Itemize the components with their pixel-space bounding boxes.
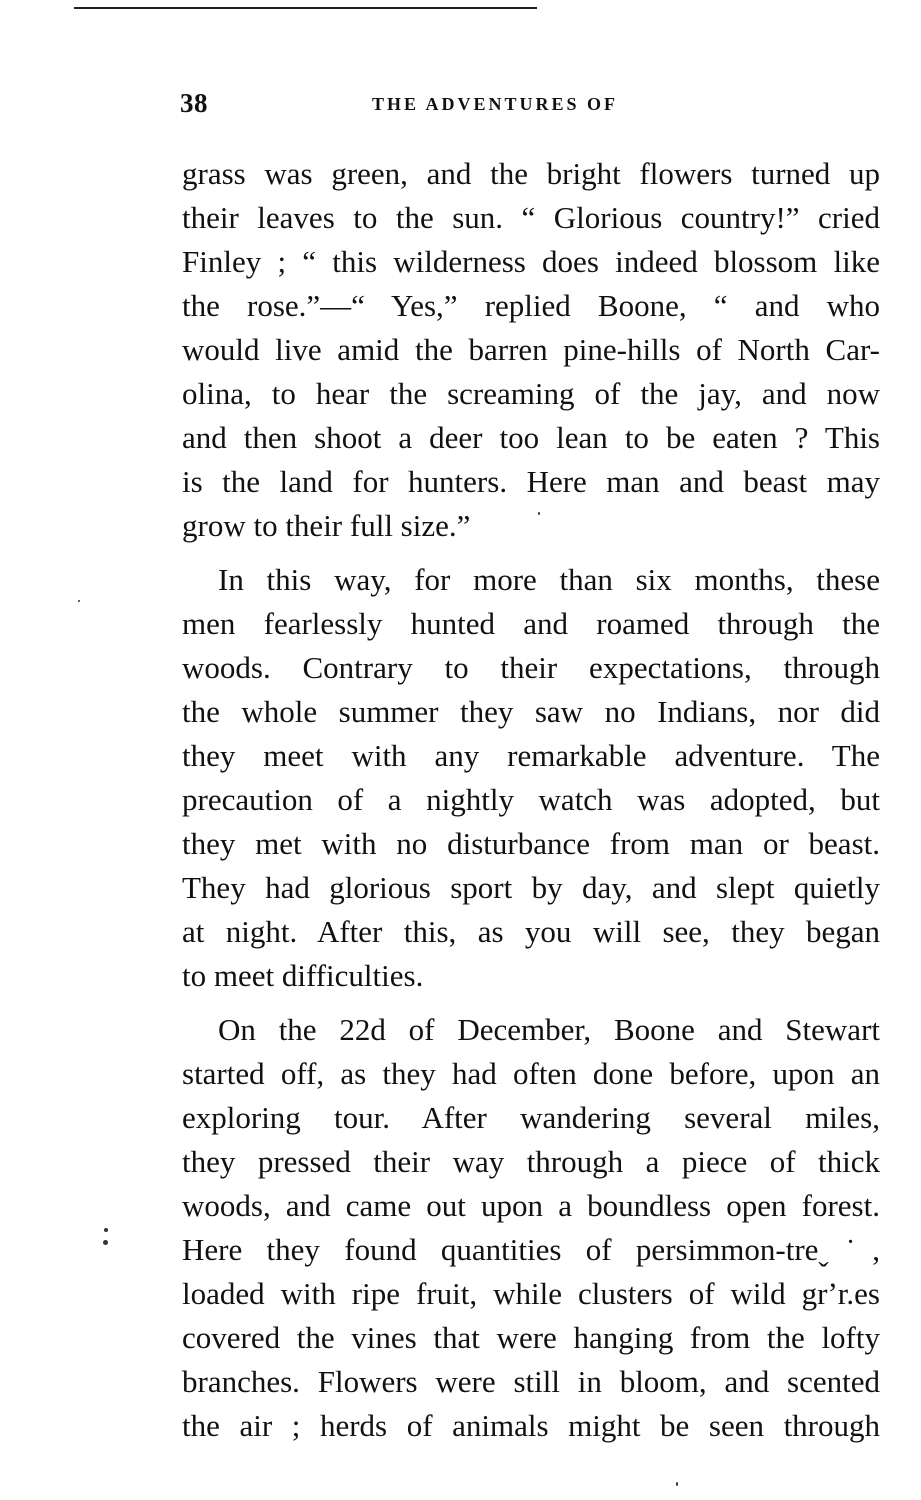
text-line: they meet with any remarkable adventure. The: [182, 738, 880, 773]
text-line: and then shoot a deer too lean to be eaten ? This: [182, 420, 880, 455]
scan-speck: [538, 512, 540, 515]
text-line: woods, and came out upon a boundless open forest.: [182, 1188, 880, 1223]
text-line: their leaves to the sun. “ Glorious country!” cried: [182, 200, 880, 235]
scan-speck: [103, 1240, 108, 1245]
text-line: branches. Flowers were still in bloom, and scented: [182, 1364, 880, 1399]
paragraph-1: [182, 152, 880, 548]
scan-speck: [78, 600, 80, 602]
text-line: would live amid the barren pine-hills of North Car-: [182, 332, 880, 367]
text-line: to meet difficulties.: [182, 958, 424, 993]
text-line: the whole summer they saw no Indians, nor did: [182, 694, 880, 729]
paragraph-2: [182, 558, 880, 998]
text-line: covered the vines that were hanging from the lofty: [182, 1320, 880, 1355]
paragraph-3: [182, 1008, 880, 1448]
page-number: 38: [180, 88, 208, 118]
text-line: is the land for hunters. Here man and beast may: [182, 464, 880, 499]
text-line: exploring tour. After wandering several miles,: [182, 1100, 880, 1135]
text-line: In this way, for more than six months, these: [218, 562, 880, 597]
text-line: Here they found quantities of persimmon-treˬ˙,: [182, 1232, 880, 1267]
top-rule: [74, 7, 537, 9]
scan-speck: [104, 1228, 108, 1232]
running-title: THE ADVENTURES OF: [372, 94, 619, 114]
text-line: woods. Contrary to their expectations, through: [182, 650, 880, 685]
text-line: They had glorious sport by day, and slept quietly: [182, 870, 880, 905]
page-header: [180, 88, 880, 128]
text-line: they met with no disturbance from man or beast.: [182, 826, 880, 861]
text-line: Finley ; “ this wilderness does indeed blossom like: [182, 244, 880, 279]
text-line: On the 22d of December, Boone and Stewart: [218, 1012, 880, 1047]
text-line: grass was green, and the bright flowers turned up: [182, 156, 880, 191]
scan-speck: [676, 1482, 678, 1486]
text-line: the air ; herds of animals might be seen through: [182, 1408, 880, 1443]
text-line: precaution of a nightly watch was adopted, but: [182, 782, 880, 817]
text-line: started off, as they had often done before, upon an: [182, 1056, 880, 1091]
text-line: grow to their full size.”: [182, 508, 471, 543]
body-text: [182, 152, 880, 1448]
text-line: the rose.”—“ Yes,” replied Boone, “ and who: [182, 288, 880, 323]
text-line: they pressed their way through a piece of thick: [182, 1144, 880, 1179]
text-line: men fearlessly hunted and roamed through the: [182, 606, 880, 641]
text-line: at night. After this, as you will see, they began: [182, 914, 880, 949]
text-line: olina, to hear the screaming of the jay, and now: [182, 376, 880, 411]
text-line: loaded with ripe fruit, while clusters of wild grʼr.es: [182, 1276, 880, 1311]
